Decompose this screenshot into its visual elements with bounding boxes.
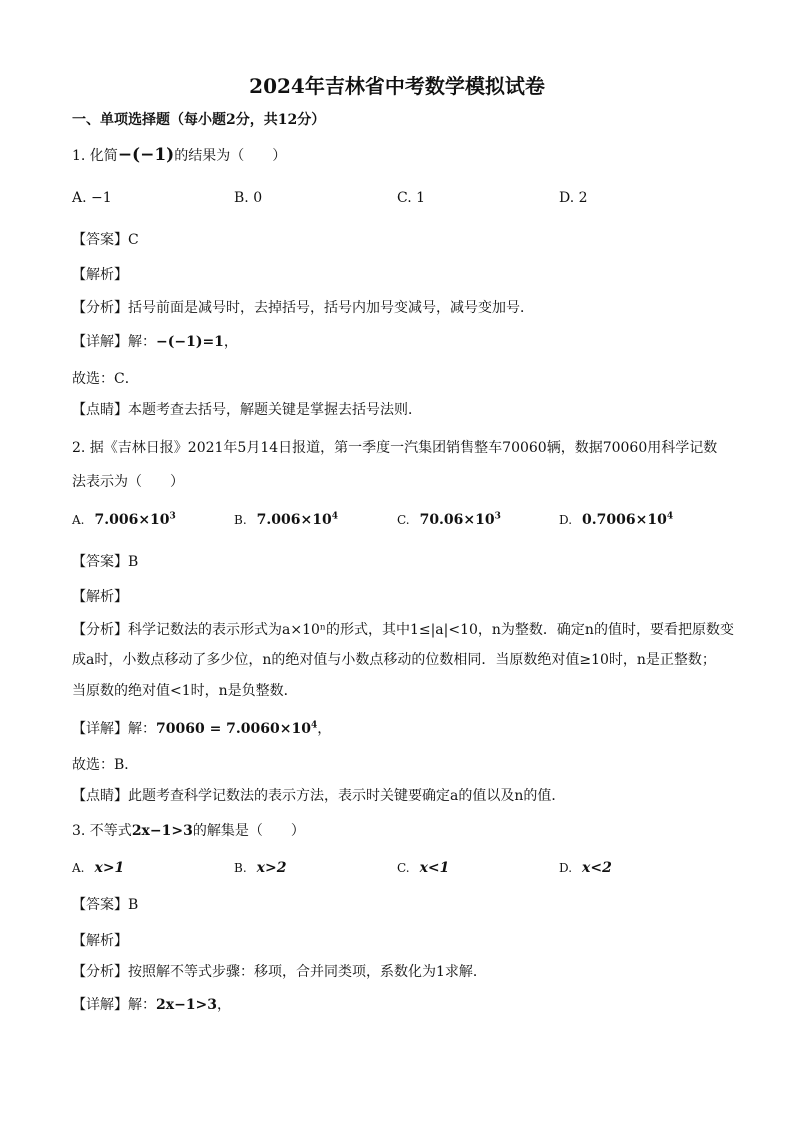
q2-detail-prefix: 解：: [128, 721, 156, 737]
q3-stem-math: 2x−1>3: [131, 823, 193, 839]
q3-fenxi-text: 按照解不等式步骤：移项，合并同类项，系数化为1求解．: [128, 964, 487, 980]
q1-answer-label: 【答案】: [72, 232, 128, 248]
q1-analysis-label: 【解析】: [72, 267, 128, 283]
q3-stem-prefix: 3. 不等式: [72, 823, 132, 839]
q2-fenxi-line-1: [72, 621, 734, 639]
q3-answer: [72, 896, 138, 914]
q1-option-b: B. 0: [234, 190, 263, 206]
q2-option-d-letter: D.: [559, 513, 573, 527]
q3-answer-value: B: [128, 897, 139, 913]
question-2-stem-line-1: 2. 据《吉林日报》2021年5月14日报道，第一季度一汽集团销售整车70060辆，数据70060用科学记数: [72, 440, 718, 456]
q1-choose: 故选：C．: [72, 371, 139, 387]
q1-stem-suffix: 的结果为（ ）: [174, 148, 287, 164]
q2-choose: 故选：B．: [72, 757, 139, 773]
q1-answer-value: C: [128, 232, 139, 248]
q1-fenxi-label: 【分析】: [72, 300, 128, 316]
q2-comment: [72, 787, 565, 805]
q1-detail-suffix: ，: [223, 334, 238, 350]
q1-detail: [72, 333, 238, 351]
q2-detail-math-exp: 4: [310, 720, 318, 731]
q1-comment: [72, 401, 422, 419]
q3-detail-math: 2x−1>3: [156, 997, 218, 1013]
q2-option-a-base: 7.006×10: [94, 512, 170, 528]
q3-option-c-expr: x<1: [419, 860, 450, 876]
q1-answer: [72, 231, 139, 249]
q1-comment-text: 本题考查去括号，解题关键是掌握去括号法则．: [128, 402, 422, 418]
q2-option-a-letter: A.: [72, 513, 85, 527]
q1-stem-math: −(−1): [117, 145, 175, 165]
question-1-stem: [72, 146, 286, 165]
q2-answer-value: B: [128, 554, 139, 570]
q3-option-b-letter: B.: [234, 861, 247, 875]
q3-detail: [72, 996, 231, 1014]
q2-answer-label: 【答案】: [72, 554, 128, 570]
q1-stem-prefix: 1. 化简: [72, 148, 118, 164]
q2-fenxi-line-3: 当原数的绝对值<1时，n是负整数．: [72, 683, 298, 699]
q3-option-a: [72, 859, 124, 877]
q1-detail-math: −(−1)=1: [156, 334, 224, 350]
q2-option-b-letter: B.: [234, 513, 247, 527]
q3-option-b-expr: x>2: [256, 860, 287, 876]
q2-option-b: [234, 511, 338, 529]
q2-option-d-exp: 4: [666, 511, 674, 522]
q3-option-d: [559, 859, 612, 877]
q1-fenxi-text: 括号前面是减号时，去掉括号，括号内加号变减号，减号变加号．: [128, 300, 534, 316]
q2-fenxi-line-2: 成a时，小数点移动了多少位，n的绝对值与小数点移动的位数相同．当原数绝对值≥10时，n是正整数；: [72, 652, 716, 668]
q3-fenxi-label: 【分析】: [72, 964, 128, 980]
q3-option-a-letter: A.: [72, 861, 85, 875]
q3-option-d-expr: x<2: [582, 860, 612, 876]
q1-fenxi: [72, 299, 534, 317]
q2-option-c-exp: 3: [494, 511, 501, 522]
q3-analysis-label: 【解析】: [72, 933, 128, 949]
q2-detail-math-base: 70060 = 7.0060×10: [156, 721, 311, 737]
q3-option-d-letter: D.: [559, 861, 573, 875]
page-title: 2024年吉林省中考数学模拟试卷: [249, 74, 545, 98]
q1-comment-label: 【点睛】: [72, 402, 128, 418]
q3-detail-label: 【详解】: [72, 997, 128, 1013]
q3-option-c-letter: C.: [397, 861, 410, 875]
q1-detail-label: 【详解】: [72, 334, 128, 350]
q2-option-b-exp: 4: [331, 511, 338, 522]
question-2-stem-line-2: 法表示为（ ）: [72, 474, 184, 490]
q2-option-a: [72, 511, 176, 529]
q3-answer-label: 【答案】: [72, 897, 128, 913]
q2-analysis-label: 【解析】: [72, 589, 128, 605]
q3-option-b: [234, 859, 286, 877]
q2-fenxi-label: 【分析】: [72, 622, 128, 638]
q1-option-a: A. −1: [72, 190, 112, 206]
q1-option-c: C. 1: [397, 190, 426, 206]
q2-option-c: [397, 511, 501, 529]
q2-detail-suffix: ，: [317, 721, 332, 737]
q2-detail-label: 【详解】: [72, 721, 128, 737]
q2-option-b-base: 7.006×10: [256, 512, 332, 528]
q3-fenxi: [72, 963, 487, 981]
q2-fenxi-text-1: 科学记数法的表示形式为a×10ⁿ的形式，其中1≤|a|<10，n为整数．确定n的值时，要看把原数变: [128, 622, 734, 638]
q2-comment-label: 【点睛】: [72, 788, 128, 804]
q3-detail-suffix: ，: [217, 997, 232, 1013]
q2-option-c-base: 70.06×10: [419, 512, 495, 528]
q2-option-d-base: 0.7006×10: [582, 512, 667, 528]
q3-option-c: [397, 859, 449, 877]
q2-comment-text: 此题考查科学记数法的表示方法，表示时关键要确定a的值以及n的值．: [128, 788, 566, 804]
q2-detail: [72, 720, 331, 738]
q2-answer: [72, 553, 138, 571]
q3-stem-suffix: 的解集是（ ）: [192, 823, 305, 839]
section-heading: 一、单项选择题（每小题2分，共12分）: [72, 112, 326, 128]
q1-detail-prefix: 解：: [128, 334, 156, 350]
q3-option-a-expr: x>1: [94, 860, 125, 876]
q2-option-a-exp: 3: [169, 511, 176, 522]
q1-option-d: D. 2: [559, 190, 588, 206]
q2-option-c-letter: C.: [397, 513, 410, 527]
question-3-stem: [72, 822, 305, 840]
q2-option-d: [559, 511, 673, 529]
q3-detail-prefix: 解：: [128, 997, 156, 1013]
